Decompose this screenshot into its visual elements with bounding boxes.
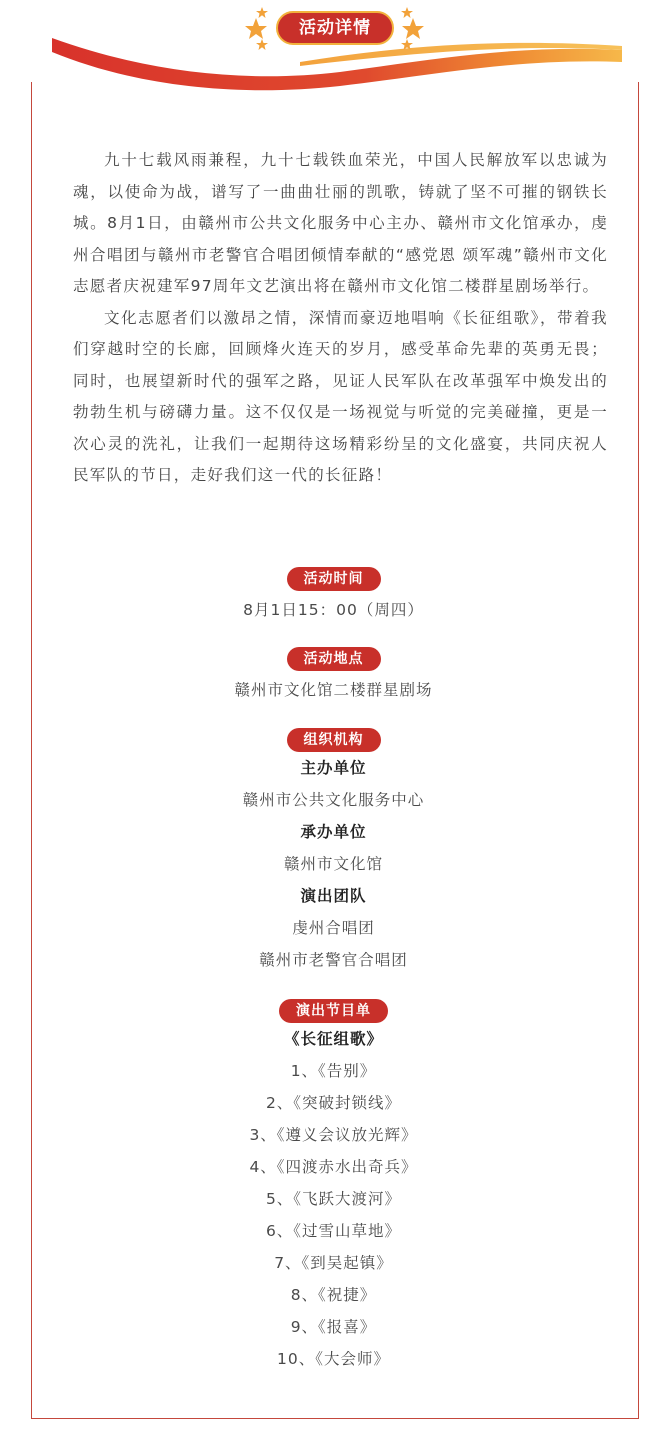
performer-item: 虔州合唱团 [292,919,375,937]
program-item: 8、《祝捷》 [290,1286,377,1304]
host-label: 主办单位 [300,759,367,777]
star-icon [401,7,424,50]
organizer-value: 赣州市文化馆 [283,855,383,873]
organizer-label: 承办单位 [300,823,367,841]
venue-section [0,647,667,706]
program-label-badge: 演出节目单 [279,999,388,1023]
program-item: 6、《过雪山草地》 [265,1222,402,1240]
venue-value: 赣州市文化馆二楼群星剧场 [234,681,433,699]
program-suite-title: 《长征组歌》 [283,1030,383,1048]
organization-label-badge: 组织机构 [287,728,381,752]
program-item: 4、《四渡赤水出奇兵》 [249,1158,418,1176]
program-item: 7、《到吴起镇》 [274,1254,393,1272]
venue-label-badge: 活动地点 [287,647,381,671]
program-item: 2、《突破封锁线》 [265,1094,402,1112]
program-item: 1、《告别》 [290,1062,377,1080]
time-value: 8月1日15：00（周四） [243,601,424,619]
performer-item: 赣州市老警官合唱团 [259,951,408,969]
intro-paragraph: 文化志愿者们以激昂之情，深情而豪迈地唱响《长征组歌》，带着我们穿越时空的长廊，回顾烽火连天的岁月，感受革命先辈的英勇无畏；同时，也展望新时代的强军之路，见证人民军队在改革强军中焕发出的勃勃生机与磅礴力量。这不仅仅是一场视觉与听觉的完美碰撞，更是一次心灵的洗礼，让我们一起期待这场精彩纷呈的文化盛宴，共同庆祝人民军队的节日，走好我们这一代的长征路！ [73,308,608,484]
intro-paragraph: 九十七载风雨兼程，九十七载铁血荣光，中国人民解放军以忠诚为魂，以使命为战，谱写了一曲曲壮丽的凯歌，铸就了坚不可摧的钢铁长城。8月1日，由赣州市公共文化服务中心主办、赣州市文化馆承办，虔州合唱团与赣州市老警官合唱团倾情奉献的“感党恩 颂军魂”赣州市文化志愿者庆祝建军97周年文艺演出将在赣州市文化馆二楼群星剧场举行。 [73,151,608,295]
program-item: 5、《飞跃大渡河》 [265,1190,402,1208]
host-value: 赣州市公共文化服务中心 [242,791,425,809]
intro-text [73,145,608,492]
program-item: 9、《报喜》 [290,1318,377,1336]
page-title: 活动详情 [276,11,394,45]
time-section [0,567,667,626]
program-item: 3、《遵义会议放光辉》 [249,1126,418,1144]
program-section [0,999,667,1375]
organization-section [0,728,667,976]
time-label-badge: 活动时间 [287,567,381,591]
star-icon [245,7,268,50]
performers-label: 演出团队 [300,887,367,905]
program-item: 10、《大会师》 [277,1350,390,1368]
